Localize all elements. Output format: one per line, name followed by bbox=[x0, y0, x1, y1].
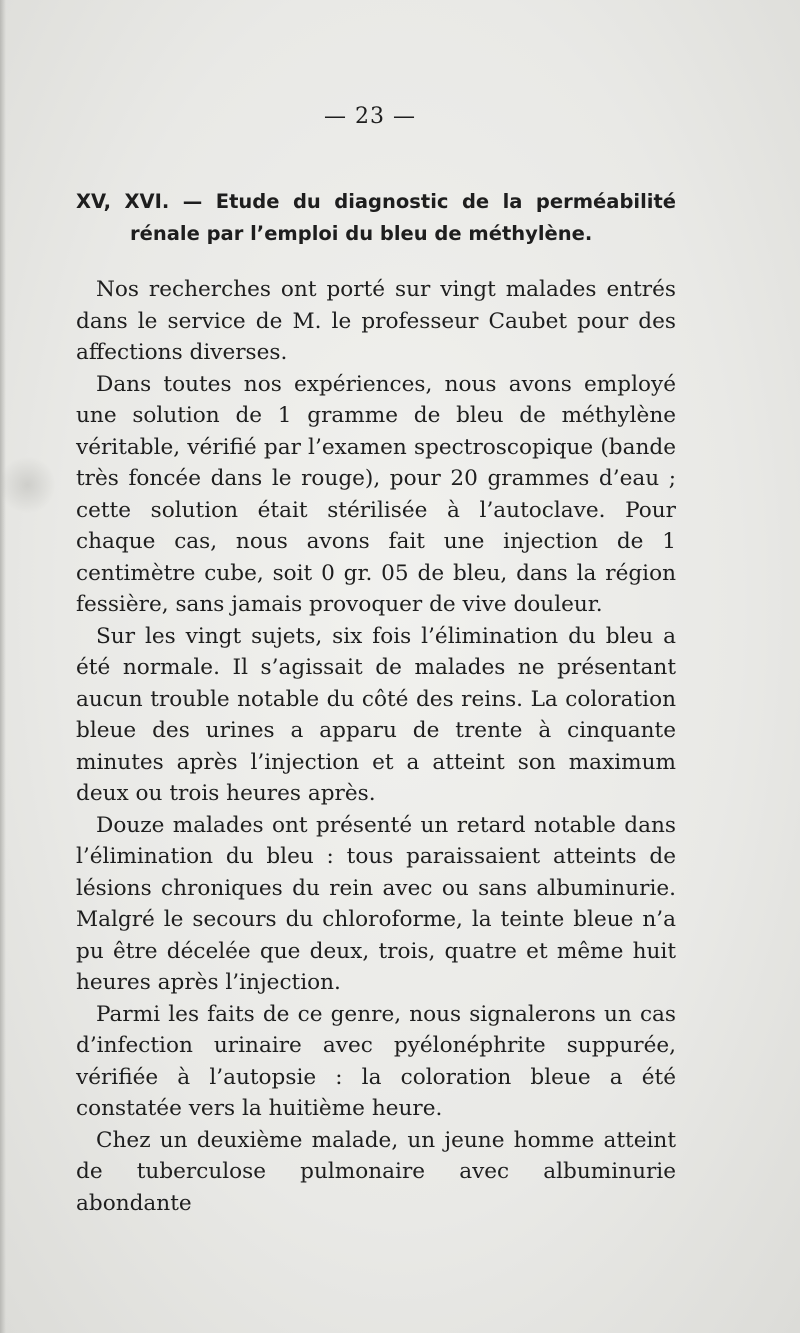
page-edge-shadow bbox=[0, 0, 6, 1333]
paper-stain bbox=[0, 455, 55, 515]
paragraph-5: Parmi les faits de ce genre, nous signalerons un cas d’infection urinaire avec pyélonéphrite suppurée, vérifiée à l’autopsie : la coloration bleue a été constatée vers la huitième heure. bbox=[76, 1001, 676, 1121]
paragraph-6: Chez un deuxième malade, un jeune homme atteint de tuberculose pulmonaire avec albuminurie abondante bbox=[76, 1127, 676, 1216]
section-heading-line-2: rénale par l’emploi du bleu de méthylène. bbox=[130, 222, 593, 245]
paragraph-2: Dans toutes nos expériences, nous avons employé une solution de 1 gramme de bleu de méthylène véritable, vérifié par l’examen spectroscopique (bande très foncée dans le rouge), pour 20 grammes d’eau ; cette solution était stérilisée à l’autoclave. Pour chaque cas, nous avons fait une injection de 1 centimètre cube, soit 0 gr. 05 de bleu, dans la région fessière, sans jamais provoquer de vive douleur. bbox=[76, 371, 676, 617]
section-heading-line-1: XV, XVI. — Etude du diagnostic de la perméabilité bbox=[76, 190, 676, 213]
page-number: — 23 — bbox=[324, 104, 416, 129]
paragraph-1: Nos recherches ont porté sur vingt malades entrés dans le service de M. le professeur Caubet pour des affections diverses. bbox=[76, 277, 676, 365]
body-text bbox=[76, 274, 676, 1219]
paragraph-4: Douze malades ont présenté un retard notable dans l’élimination du bleu : tous paraissaient atteints de lésions chroniques du rein avec ou sans albuminurie. Malgré le secours du chloroforme, la teinte bleue n’a pu être décelée que deux, trois, quatre et même huit heures après l’injection. bbox=[76, 812, 676, 995]
paragraph-3: Sur les vingt sujets, six fois l’élimination du bleu a été normale. Il s’agissait de malades ne présentant aucun trouble notable du côté des reins. La coloration bleue des urines a apparu de trente à cinquante minutes après l’injection et a atteint son maximum deux ou trois heures après. bbox=[76, 623, 676, 806]
section-heading bbox=[76, 186, 676, 250]
